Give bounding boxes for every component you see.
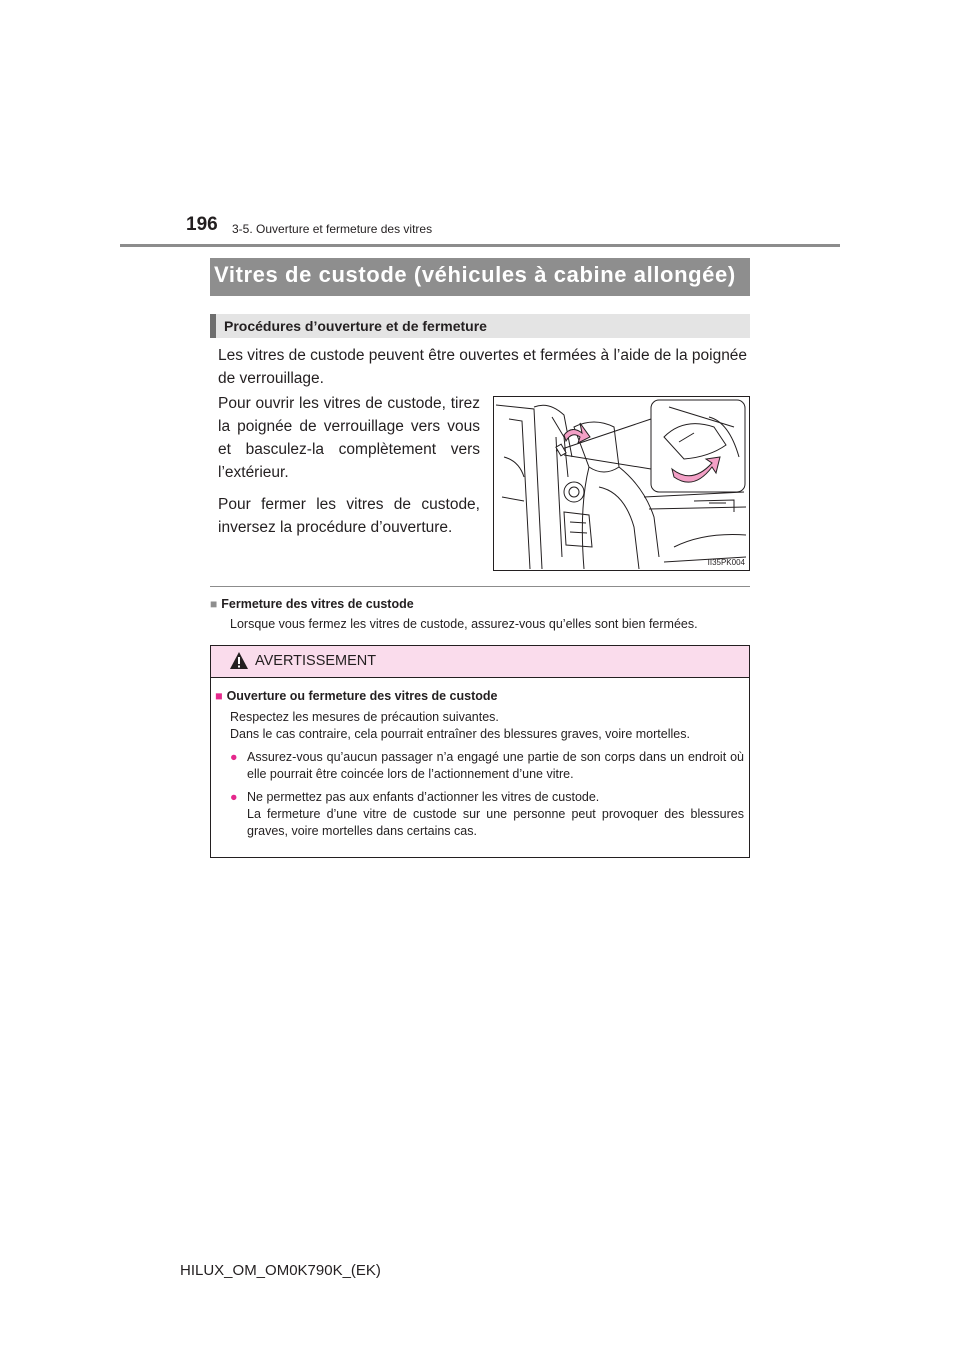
bullet-dot-icon: ● <box>230 750 238 764</box>
warning-title: AVERTISSEMENT <box>255 653 377 669</box>
warning-box <box>210 645 750 858</box>
close-instruction: Pour fermer les vitres de custode, inversez la procédure d’ouverture. <box>218 496 480 536</box>
warning-heading-text: Ouverture ou fermeture des vitres de custode <box>226 689 498 703</box>
warning-bullet-2 <box>230 789 744 840</box>
warning-triangle-icon <box>229 651 249 670</box>
warning-bullet-2-line-1: Ne permettez pas aux enfants d’actionner les vitres de custode. <box>247 790 600 804</box>
bullet-dot-icon: ● <box>230 790 238 804</box>
warning-intro <box>230 709 742 743</box>
warning-line-1: Respectez les mesures de précaution suivantes. <box>230 710 499 724</box>
section-heading: Procédures d’ouverture et de fermeture <box>224 318 487 334</box>
note-heading <box>210 597 414 611</box>
note-heading-text: Fermeture des vitres de custode <box>221 597 414 611</box>
note-square-icon: ■ <box>210 597 218 611</box>
note-body: Lorsque vous fermez les vitres de custode, assurez-vous qu’elles sont bien fermées. <box>230 617 698 631</box>
header-divider <box>120 244 840 247</box>
warning-bullet-2-line-2: La fermeture d’une vitre de custode sur une personne peut provoquer des blessures graves, voire mortelles dans certains cas. <box>247 807 744 838</box>
page-title: Vitres de custode (véhicules à cabine allongée) <box>214 262 736 287</box>
warning-bullet-2-text <box>247 789 744 840</box>
chapter-title: 3-5. Ouverture et fermeture des vitres <box>232 222 433 236</box>
intro-paragraph: Les vitres de custode peuvent être ouvertes et fermées à l’aide de la poignée de verrouillage. <box>218 347 748 387</box>
footer-document-code: HILUX_OM_OM0K790K_(EK) <box>180 1262 381 1279</box>
warning-bullet-1 <box>230 749 744 783</box>
cab-interior-drawing <box>494 397 749 570</box>
warning-bullet-1-text: Assurez-vous qu’aucun passager n’a engagé une partie de son corps dans un endroit où elle pourrait être coincée lors de l’actionnement d’une vitre. <box>247 750 744 781</box>
section-heading-accent <box>210 314 216 338</box>
figure-code: II35PK004 <box>707 558 745 567</box>
illustration-rear-window-latch <box>493 396 750 571</box>
page-number: 196 <box>186 214 218 235</box>
section-divider <box>210 586 750 587</box>
warning-header <box>211 646 749 678</box>
warning-line-2: Dans le cas contraire, cela pourrait entraîner des blessures graves, voire mortelles. <box>230 727 690 741</box>
warning-square-icon: ■ <box>215 689 223 703</box>
warning-heading <box>215 688 497 705</box>
open-instruction: Pour ouvrir les vitres de custode, tirez la poignée de verrouillage vers vous et basculez-la complètement vers l’extérieur. <box>218 395 480 481</box>
instructions <box>218 392 480 548</box>
